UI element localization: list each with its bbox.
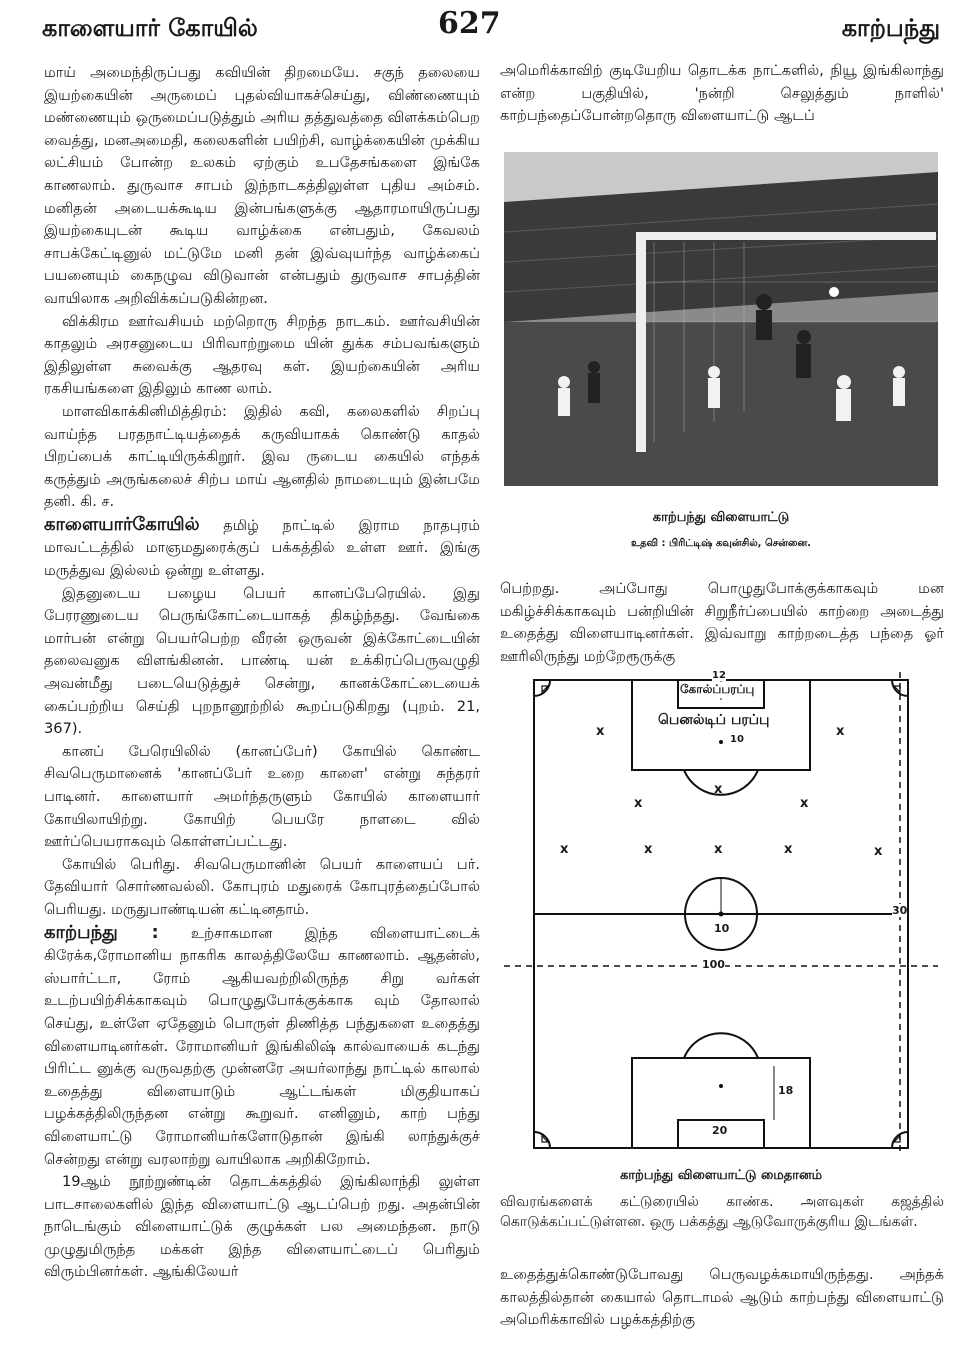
right-middle-text: [500, 578, 944, 668]
player-mark: x: [836, 724, 845, 739]
paragraph: உற்சாகமான இந்த விளையாட்டைக் கிரேக்க,ரோமானிய நாகரிக காலத்திலேயே காணலாம். ஆதன்ஸ், ஸ்பார்ட்டா, ரோம் ஆகியவற்றிலிருந்த சிறு வர்கள் உடற்பயிற்சிக்காகவும் பொழுதுபோக்குக்காக வும் தோலால் செய்து, உள்ளே ஏதேனும் பொருள் திணித்த பந்துகளை உதைத்து விளையாடினர்கள். ரோமானியர் இங்கிலிஷ் கால்வாயைக் கடந்து பிரிட்ட னுக்கு வருவதற்கு முன்னரே அயர்லாந்து நாட்டில் காலால் உதைத்து விளையாடும் ஆட்டங்கள் மிகுதியாகப் பழக்கத்திலிருந்தன என்று கூறுவர். எனினும், காற் பந்து விளையாட்டு ரோமானியர்களோடுதான் இங்கி லாந்துக்குச் சென்றது என்று வரலாற்று வாயிலாக அறிகிறோம்.: [44, 924, 480, 1168]
kalaiyar-koil-entry: [44, 514, 480, 583]
paragraph: கானப் பேரெயிலில் (கானப்பேர்) கோயில் கொண்ட சிவபெருமானைக் 'கானப்பேர் உறை காளை' என்று சுந்தரர் பாடினர். காளையார் அமர்ந்தருளும் கோயில் காளையார் கோயிலாயிற்று. கோயிற் பெயரே நாளடை வில் ஊர்ப்பெயராகவும் கொள்ளப்பட்டது.: [44, 742, 480, 851]
mark-12: 12: [712, 670, 726, 681]
paragraph: 19ஆம் நூற்றுண்டின் தொடக்கத்தில் இங்கிலாந்தி லுள்ள பாடசாலைகளில் இந்த விளையாட்டு ஆடப்பெற் றது. அதன்பின் நாடெங்கும் விளையாட்டுக் குழுக்கள் பல அமைந்தன. நாடு முழுதுமிருந்த மக்கள் இந்த விளையாட்டைப் பெரிதும் விரும்பினர்கள். ஆங்கிலேயர்: [44, 1173, 480, 1281]
entry-heading: காளையார்கோயில்: [44, 513, 200, 535]
player-mark: x: [784, 842, 793, 857]
field-caption: காற்பந்து விளையாட்டு மைதானம்: [619, 1168, 823, 1183]
left-column: [44, 62, 480, 1284]
paragraph: மாய் அமைந்திருப்பது கவியின் திறமையே. சகுந் தலையை இயற்கையின் அருமைப் புதல்வியாகச்செய்து, விண்ணையும் மண்ணையும் ஒருமைப்படுத்தும் அரிய தத்துவத்தை விளக்கம்பெற வைத்து, மனஅமைதி, கலைகளின் பயிற்சி, வாழ்க்கையின் முக்கிய லட்சியம் போன்ற உலகம் ஏற்கும் உபதேசங்களை இங்கே காணலாம். துருவாச சாபம் இந்நாடகத்திலுள்ள புதிய அம்சம். மனிதன் அடையக்கூடிய இன்பங்களுக்கு ஆதாரமாயிருப்பது இயற்கையுடன் கூடிய வாழ்க்கை என்பதும், கேவலம் சாபக்கேட்டினுல் மட்டுமே மனி தன் இவ்வுயர்ந்த வாழ்க்கைப் பயனையும் கைநழுவ விடுவான் என்பதும் துருவாச சாபத்தின் வாயிலாக அறிவிக்கப்படுகின்றன.: [44, 64, 480, 307]
player-mark: x: [644, 842, 653, 857]
entry-heading: காற்பந்து :: [44, 921, 159, 943]
player-mark: x: [634, 796, 643, 811]
paragraph: தமிழ் நாட்டில் இராம நாதபுரம் மாவட்டத்தில் மாஞமதுரைக்குப் பக்கத்தில் உள்ள ஊர். இங்கு மருத்துவ இல்லம் ஒன்று உள்ளது.: [44, 516, 480, 580]
player-mark: x: [800, 796, 809, 811]
photo-credit: உதவி : பிரிட்டிஷ் கவுன்சில், சென்னை.: [631, 538, 811, 549]
header-left-title: காளையார் கோயில்: [42, 14, 258, 42]
paragraph: இதனுடைய பழைய பெயர் கானப்பேரெயில். இது பேரரணுடைய பெருங்கோட்டையாகத் திகழ்ந்தது. வேங்கை மார்பன் என்று பெயர்பெற்ற வீரன் ஒருவன் இக்கோட்டையின் தலைவனுக விளங்கினன். பாண்டி யன் உக்கிரப்பெருவழுதி அவன்மீது படையெடுத்துச் சென்று, கானக்கோட்டையைக் கைப்பற்றிய செய்தி புறநானூற்றில் கூறப்படுகிறது (புறம். 21, 367).: [44, 584, 480, 738]
mark-10-center: 10: [714, 922, 730, 935]
mark-10-top: 10: [730, 734, 744, 745]
paragraph: உதைத்துக்கொண்டுபோவது பெருவழக்கமாயிருந்தது. அந்தக் காலத்தில்தான் கையால் தொடாமல் ஆடும் காற்பந்து விளையாட்டு அமெரிக்காவில் பழக்கத்திற்கு: [500, 1266, 944, 1329]
football-field-diagram: [504, 672, 938, 1156]
photo-caption: காற்பந்து விளையாட்டு: [652, 510, 790, 525]
player-mark: x: [714, 842, 723, 857]
player-mark: x: [596, 724, 605, 739]
mark-100: 100: [702, 958, 725, 971]
paragraph: கோயில் பெரிது. சிவபெருமானின் பெயர் காளையப் பர். தேவியார் சொர்ணவல்லி. கோபுரம் மதுரைக் கோபுரத்தைப்போல் பெரியது. மருதுபாண்டியன் கட்டினதாம்.: [44, 855, 480, 918]
football-photo: [504, 152, 938, 486]
player-mark: x: [874, 844, 883, 859]
mark-20: 20: [712, 1124, 728, 1137]
page-header: [0, 0, 966, 56]
right-bottom-text: [500, 1264, 944, 1332]
field-note: [500, 1192, 944, 1232]
right-top-text: [500, 60, 944, 128]
goal-area-label: கோல்ப்பரப்பு: [680, 682, 755, 696]
player-mark: x: [714, 782, 723, 797]
header-right-title: காற்பந்து: [841, 14, 940, 42]
paragraph: அமெரிக்காவிற் குடியேறிய தொடக்க நாட்களில், நியூ இங்கிலாந்து என்ற பகுதியில், 'நன்றி செலுத்தும் நாளில்' காற்பந்தைப்போன்றதொரு விளையாட்டு ஆடப்: [500, 62, 944, 125]
mark-30: 30: [892, 904, 908, 917]
paragraph: மாளவிகாக்கினிமித்திரம்: இதில் கவி, கலைகளில் சிறப்பு வாய்ந்த பரதநாட்டியத்தைக் கருவியாகக் கொண்டு காதல் பிறப்பைக் காட்டியிருக்கிறூர். இவ ருடைய கையில் எந்தக் கருத்தும் அருங்கலைச் சிற்ப மாய் ஆனதில் நாமடையும் இன்பமே தனி. கி. ச.: [44, 402, 480, 511]
mark-18: 18: [778, 1084, 794, 1097]
player-mark: x: [560, 842, 569, 857]
page-number: 627: [438, 6, 501, 41]
penalty-area-label: பெனல்டிப் பரப்பு: [658, 712, 770, 728]
paragraph: விக்கிரம ஊர்வசியம் மற்றொரு சிறந்த நாடகம். ஊர்வசியின் காதலும் அரசனுடைய பிரிவாற்றுமை யின் துக்க சம்பவங்களும் இதிலுள்ள சுவைக்கு ஆதரவு கள். இயற்கையின் அரிய ரகசியங்களை இதிலும் காண லாம்.: [44, 312, 480, 398]
paragraph: விவரங்களைக் கட்டுரையில் காண்க. அளவுகள் கஜத்தில் கொடுக்கப்பட்டுள்ளன. ஒரு பக்கத்து ஆடுவோருக்குரிய இடங்கள்.: [500, 1194, 944, 1230]
paragraph: பெற்றது. அப்போது பொழுதுபோக்குக்காகவும் மன மகிழ்ச்சிக்காகவும் பன்றியின் சிறுநீர்ப்பையில் காற்றை அடைத்து உதைத்து விளையாடினர்கள். இவ்வாறு காற்றடைத்த பந்தை ஓர் ஊரிலிருந்து மற்றேரூருக்கு: [500, 580, 944, 665]
football-entry: [44, 922, 480, 1172]
